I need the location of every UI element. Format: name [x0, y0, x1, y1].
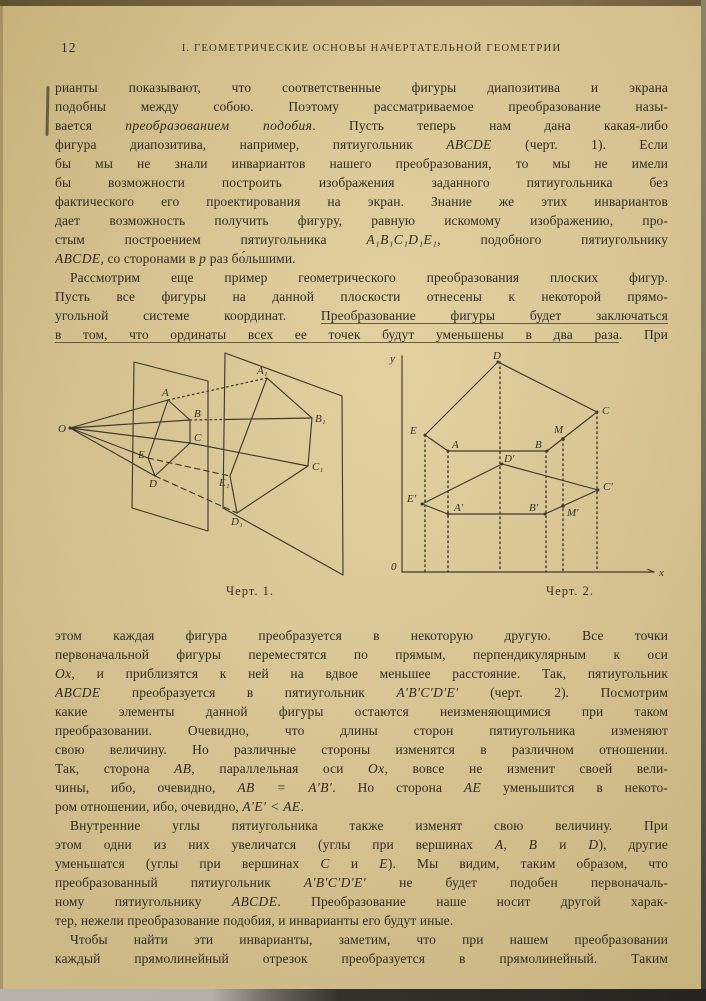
- diapositive-plane: [132, 362, 208, 531]
- text-line: каждый прямолинейный отрезок преобразуется в прямолинейный. Таким: [55, 951, 668, 966]
- figure-2-caption: Черт. 2.: [546, 584, 594, 598]
- text-line: ABCDE, со сторонами в p раз бо́льшими.: [55, 251, 296, 266]
- scan-edge-right: [701, 0, 706, 1001]
- pentagon-abcde: [148, 400, 190, 476]
- figure-label: B′: [529, 502, 539, 514]
- text-line: преобразованный пятиугольник A′B′C′D′E′ не будет подобен первоначаль-: [55, 875, 668, 890]
- text-line: бы возможности построить изображения заданного пятиугольника без: [55, 175, 668, 190]
- figure-label: B₁: [315, 413, 326, 425]
- scan-edge-bottom: [0, 989, 706, 1001]
- paragraph: [55, 268, 668, 344]
- text-line: ABCDE преобразуется в пятиугольник A′B′C′D′E′ (черт. 2). Посмотрим: [55, 685, 668, 700]
- figure-label: C: [602, 405, 610, 417]
- figure-label: E: [138, 449, 145, 461]
- figure-label: M: [554, 424, 564, 436]
- figure-label: y: [390, 353, 395, 365]
- text-line: Так, сторона AB, параллельная оси Ox, вовсе не изменит своей вели-: [55, 761, 668, 776]
- figure-1-labels: [58, 365, 326, 528]
- pentagon-abcde: [425, 362, 597, 451]
- text-line: ром отношении, ибо, очевидно, A′E′ < AE.: [55, 799, 304, 814]
- body-text-above-figures: [55, 78, 668, 344]
- running-title: I. ГЕОМЕТРИЧЕСКИЕ ОСНОВЫ НАЧЕРТАТЕЛЬНОЙ ГЕОМЕТРИИ: [181, 42, 562, 54]
- text-line: дает возможность получить фигуру, равную искомому изображению, про-: [55, 213, 668, 228]
- text-line: ному пятиугольнику ABCDE. Преобразование наше носит другой харак-: [55, 894, 668, 909]
- text-line: этом каждая фигура преобразуется в некоторую другую. Все точки: [55, 628, 668, 643]
- scan-edge-left: [0, 0, 3, 1001]
- figure-label: C′: [603, 481, 613, 493]
- text-line: тер, нежели преобразование подобия, и инварианты его будут иные.: [55, 913, 454, 928]
- figure-label: D: [493, 350, 501, 362]
- text-line: подобны между собою. Поэтому рассматриваемое преобразование назы-: [55, 99, 668, 114]
- text-line: какие элементы данной фигуры остаются неизменяющимися при таком: [55, 704, 668, 719]
- text-line: Рассмотрим еще пример геометрического преобразования плоских фигур.: [70, 270, 668, 285]
- figure-label: E′: [407, 493, 417, 505]
- projection-center-point: [68, 426, 71, 429]
- figure-label: D₁: [231, 516, 243, 528]
- figure-2-labels: [389, 350, 664, 579]
- paragraph: [55, 78, 668, 268]
- figure-label: E: [410, 425, 417, 437]
- pentagon-a1b1c1d1e1: [230, 378, 312, 513]
- paragraph: [55, 816, 668, 930]
- text-line: угольной системе координат. Преобразование фигуры будет заключаться: [55, 308, 668, 323]
- page-number: 12: [61, 40, 77, 55]
- text-line: свою величину. Но различные стороны изменятся в различном отношении.: [55, 742, 668, 757]
- text-line: стым построением пятиугольника A₁B₁C₁D₁E₁, подобного пятиугольнику: [55, 232, 668, 247]
- paragraph: [55, 626, 668, 816]
- text-line: первоначальной фигуры переместятся по прямым, перпендикулярным к оси: [55, 647, 668, 662]
- figure-label: C: [194, 432, 202, 444]
- paragraph: [55, 930, 668, 968]
- figure-label: A₁: [257, 365, 268, 377]
- text-line: вается преобразованием подобия. Пусть теперь нам дана какая-либо: [55, 118, 668, 133]
- figure-label: x: [659, 567, 664, 579]
- coordinate-axes: [402, 356, 654, 572]
- scan-edge-top: [0, 0, 706, 6]
- figure-label: 0: [391, 561, 397, 573]
- projection-rays: [70, 378, 312, 513]
- figure-label: D: [149, 478, 157, 490]
- text-line: этом одни из них увеличатся (углы при вершинах A, B и D), другие: [55, 837, 668, 852]
- figure-chert-1: [55, 348, 385, 583]
- figure-label: A′: [454, 502, 464, 514]
- text-line: в том, что ординаты всех ее точек будут уменьшены в два раза. При: [55, 327, 668, 342]
- text-line: фактического его проектирования на экран. Знание же этих инвариантов: [55, 194, 668, 209]
- text-line: Внутренние углы пятиугольника также изменят свою величину. При: [70, 818, 668, 833]
- figures-block: [55, 344, 668, 626]
- figure-label: C₁: [312, 461, 324, 473]
- text-line: фигура диапозитива, например, пятиугольник ABCDE (черт. 1). Если: [55, 137, 668, 152]
- screen-plane: [223, 353, 343, 575]
- text-line: рианты показывают, что соответственные фигуры диапозитива и экрана: [55, 80, 668, 95]
- figure-1-caption: Черт. 1.: [226, 584, 274, 598]
- figure-label: A: [162, 387, 169, 399]
- text-line: Чтобы найти эти инварианты, заметим, что при нашем преобразовании: [70, 932, 668, 947]
- figure-chert-2: [388, 350, 672, 582]
- figure-label: O: [58, 423, 66, 435]
- text-line: преобразовании. Очевидно, что длины сторон пятиугольника изменяют: [55, 723, 668, 738]
- text-line: уменьшатся (углы при вершинах C и E). Мы видим, таким образом, что: [55, 856, 668, 871]
- text-line: Пусть все фигуры на данной плоскости отнесены к некоторой прямо-: [55, 289, 668, 304]
- text-line: Ox, и приблизятся к ней на вдвое меньшее расстояние. Так, пятиугольник: [55, 666, 668, 681]
- figure-label: A: [452, 439, 459, 451]
- figure-label: B: [194, 408, 201, 420]
- text-line: чины, ибо, очевидно, AB = A′B′. Но сторона AE уменьшится в некото-: [55, 780, 668, 795]
- pencil-margin-mark: [45, 86, 49, 136]
- figure-label: E₁: [219, 477, 230, 489]
- figure-label: B: [535, 439, 542, 451]
- figure-label: D′: [504, 453, 515, 465]
- running-header: [55, 40, 668, 56]
- body-text-below-figures: [55, 626, 668, 968]
- figure-label: M′: [567, 507, 579, 519]
- text-line: бы мы не знали инвариантов нашего преобразования, то мы не имели: [55, 156, 668, 171]
